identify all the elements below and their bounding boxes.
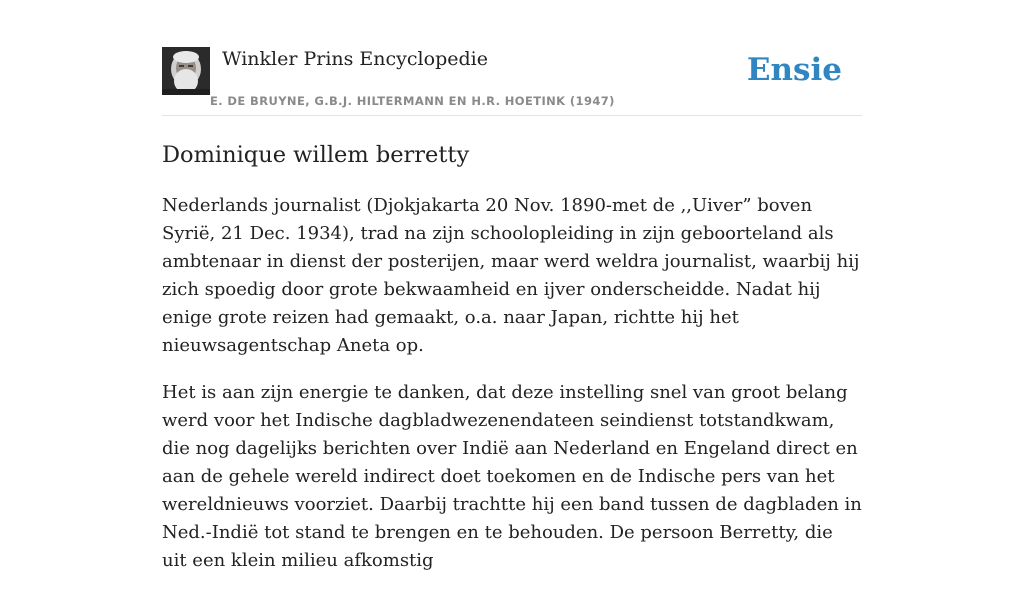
entry-title: Dominique willem berretty xyxy=(162,142,470,168)
portrait-photo-icon xyxy=(162,47,210,95)
book-authors: E. DE BRUYNE, G.B.J. HILTERMANN EN H.R. HOETINK (1947) xyxy=(210,94,615,108)
author-avatar[interactable] xyxy=(162,47,210,95)
book-header xyxy=(162,44,862,116)
paragraph: Het is aan zijn energie te danken, dat deze instelling snel van groot belang werd voor het Indische dagbladwezenendateen seindienst totstandkwam, die nog dagelijks berichten over Indië aan Nederland en Engeland direct en aan de gehele wereld indirect doet toekomen en de Indische pers van het wereldnieuws voorziet. Daarbij trachtte hij een band tussen de dagbladen in Ned.-Indië tot stand te brengen en te behouden. De persoon Berretty, die uit een klein milieu afkomstig xyxy=(162,382,862,571)
book-title[interactable]: Winkler Prins Encyclopedie xyxy=(222,48,488,70)
paragraph: Nederlands journalist (Djokjakarta 20 Nov. 1890-met de ,,Uiver” boven Syrië, 21 Dec. 1934), trad na zijn schoolopleiding in zijn geboorteland als ambtenaar in dienst der posterijen, maar werd weldra journalist, waarbij hij zich spoedig door grote bekwaamheid en ijver onderscheidde. Nadat hij enige grote reizen had gemaakt, o.a. naar Japan, richtte hij het nieuwsagentschap Aneta op. xyxy=(162,195,860,356)
ensie-logo-link[interactable]: Ensie xyxy=(746,52,842,88)
entry-body xyxy=(162,192,862,594)
